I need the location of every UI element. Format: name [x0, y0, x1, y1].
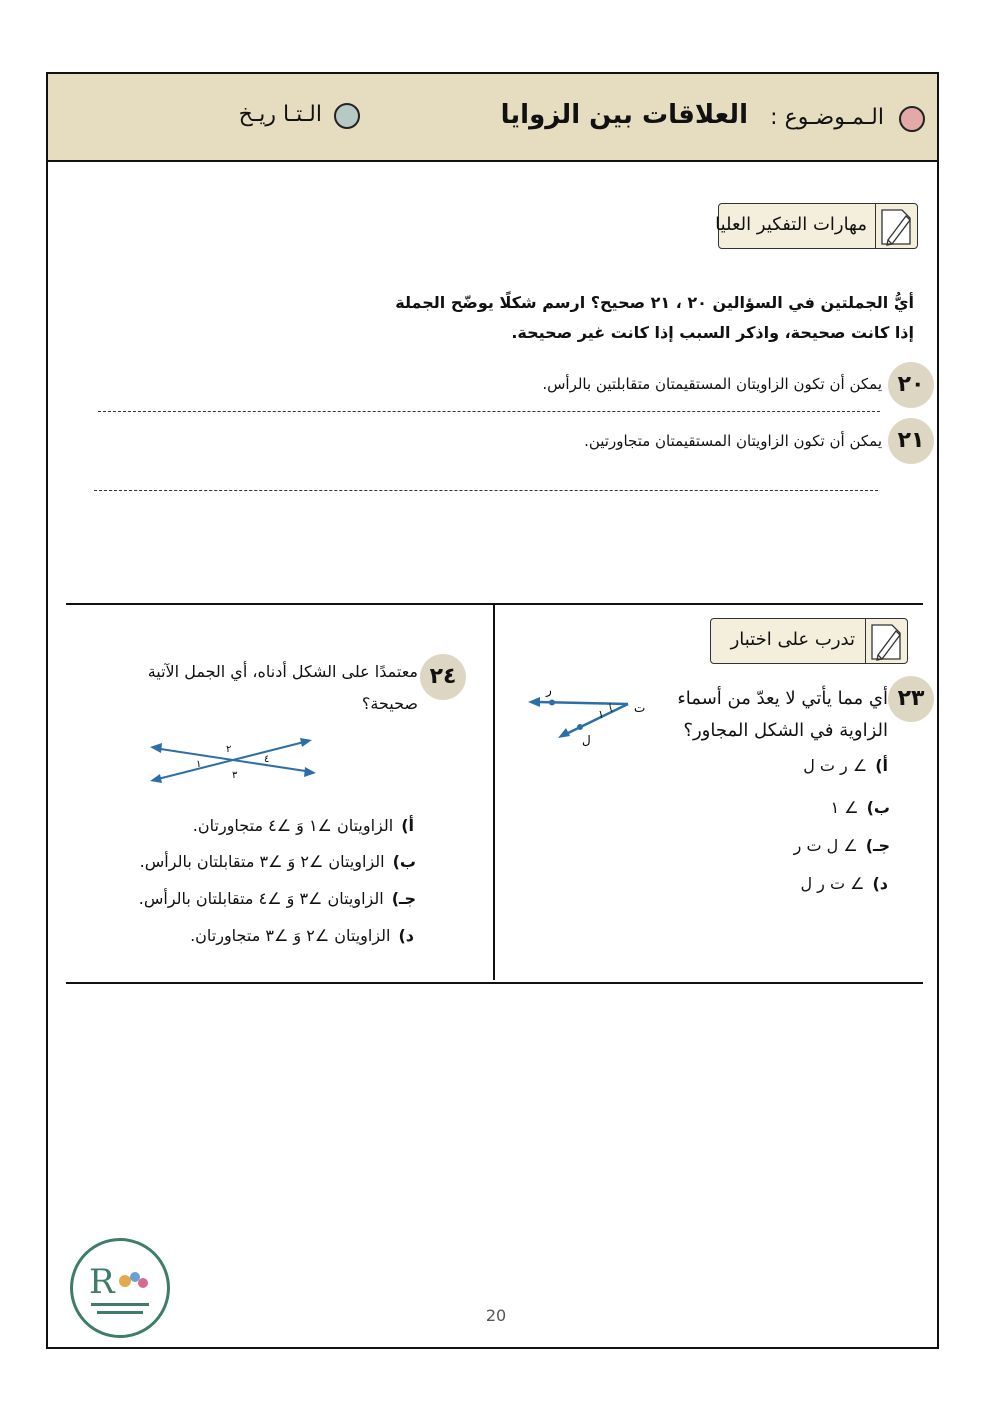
q23-option-a[interactable]	[803, 756, 888, 775]
label-r: ر	[546, 684, 552, 697]
ray-tl	[566, 704, 628, 734]
q23-option-d-key: د)	[872, 874, 888, 893]
q24-option-b[interactable]	[140, 852, 416, 871]
q24-option-c-text: الزاويتان ∠٣ وَ ∠٤ متقابلتان بالرأس.	[138, 889, 384, 908]
angle-figure-q23	[524, 684, 654, 750]
q24-option-a-text: الزاويتان ∠١ وَ ∠٤ متجاورتان.	[192, 816, 394, 835]
arrow-icon	[304, 767, 316, 777]
subject-dot-icon	[899, 106, 925, 132]
question-23-number: ٢٣	[888, 676, 934, 722]
question-24-text-line2: صحيحة؟	[361, 694, 418, 713]
svg-text:R: R	[89, 1262, 115, 1302]
q24-option-a[interactable]	[193, 816, 414, 835]
skills-title: مهارات التفكير العليا	[715, 214, 867, 235]
q23-option-b-key: ب)	[866, 798, 890, 817]
question-23-text-line1: أي مما يأتي لا يعدّ من أسماء	[677, 688, 888, 709]
q24-option-c[interactable]	[139, 889, 416, 908]
page-number: 20	[485, 1306, 507, 1325]
skills-title-box	[715, 203, 918, 249]
q23-option-a-key: أ)	[875, 756, 888, 775]
arrow-r-icon	[528, 697, 540, 707]
q24-option-c-key: جـ)	[391, 889, 416, 908]
q23-option-b-text: ∠ ١	[830, 798, 859, 817]
answer-line-21[interactable]	[94, 490, 878, 491]
question-24-number: ٢٤	[420, 654, 466, 700]
subject-title: العلاقات بين الزوايا	[500, 100, 748, 130]
point-r	[549, 700, 555, 706]
label-angle-2: ٢	[226, 744, 232, 755]
pencil-note-icon	[865, 619, 907, 663]
section-bottom-rule	[66, 982, 923, 984]
arrow-icon	[300, 738, 312, 747]
label-vertex-t: ت	[634, 701, 646, 715]
arrow-icon	[150, 774, 162, 783]
question-24-text-line1: معتمدًا على الشكل أدناه، أي الجمل الآتية	[147, 662, 418, 681]
label-angle-4: ٤	[264, 754, 270, 765]
test-practice-title: تدرب على اختبار	[730, 629, 855, 650]
q24-option-b-key: ب)	[392, 852, 416, 871]
q24-option-b-text: الزاويتان ∠٢ وَ ∠٣ متقابلتان بالرأس.	[139, 852, 385, 871]
label-angle-1: ١	[196, 759, 202, 770]
question-21-number: ٢١	[888, 418, 934, 464]
question-23-text-line2: الزاوية في الشكل المجاور؟	[683, 720, 888, 741]
date-dot-icon	[334, 103, 360, 129]
label-angle-3: ٣	[232, 770, 238, 781]
q23-option-d[interactable]	[800, 874, 888, 893]
question-20-number: ٢٠	[888, 362, 934, 408]
q23-option-c-text: ∠ ل ت ر	[793, 836, 858, 855]
arrow-l-icon	[558, 728, 570, 738]
column-divider	[493, 603, 495, 980]
q24-option-d[interactable]	[190, 926, 414, 945]
label-angle-1: ١	[598, 708, 604, 721]
q23-option-c-key: جـ)	[865, 836, 890, 855]
question-21-text: يمكن أن تكون الزاويتان المستقيمتان متجاورتين.	[584, 432, 882, 450]
test-practice-title-box	[710, 618, 908, 664]
q23-option-a-text: ∠ ر ت ل	[803, 756, 868, 775]
q23-option-b[interactable]	[831, 798, 890, 817]
question-20-text: يمكن أن تكون الزاويتان المستقيمتان متقابلتين بالرأس.	[542, 375, 882, 393]
arrow-icon	[150, 743, 162, 753]
q24-option-d-key: د)	[398, 926, 414, 945]
point-l	[577, 724, 583, 730]
q23-option-d-text: ∠ ت ر ل	[800, 874, 865, 893]
intersecting-lines-figure-q24	[148, 734, 320, 784]
skills-intro: أيُّ الجملتين في السؤالين ٢٠ ، ٢١ صحيح؟ ارسم شكلًا يوضّح الجملة إذا كانت صحيحة، واذكر السبب إذا كانت غير صحيحة.	[395, 293, 914, 342]
date-label: الـتـا ريـخ	[238, 102, 322, 127]
q24-option-d-text: الزاويتان ∠٢ وَ ∠٣ متجاورتان.	[190, 926, 391, 945]
answer-line-20[interactable]	[98, 411, 880, 412]
q24-option-a-key: أ)	[401, 816, 414, 835]
pencil-note-icon	[875, 204, 917, 248]
subject-label: الـمـوضـوع :	[770, 105, 884, 130]
q23-option-c[interactable]	[794, 836, 890, 855]
label-l: ل	[582, 733, 591, 747]
